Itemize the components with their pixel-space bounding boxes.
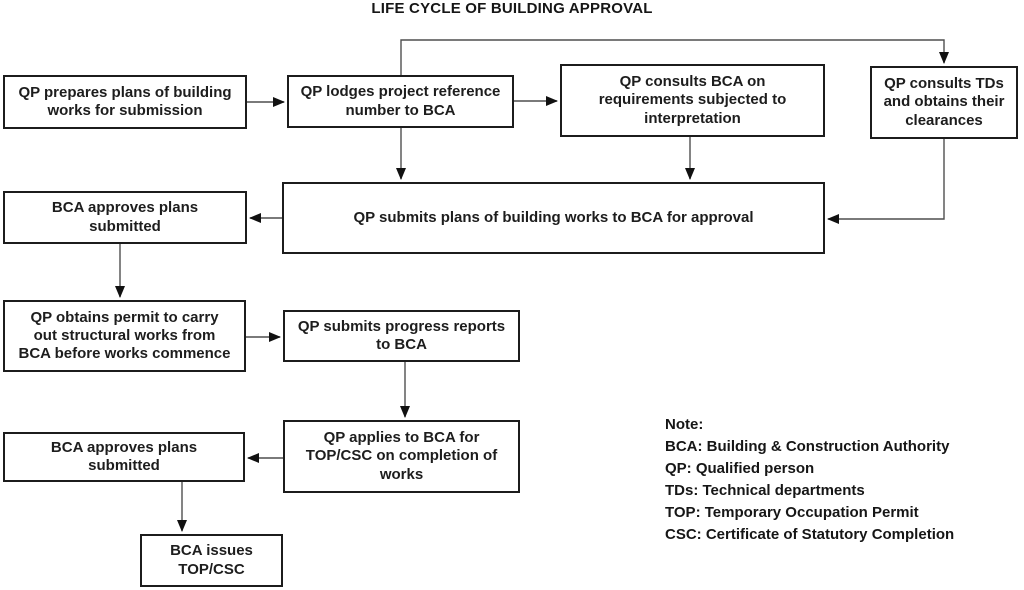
flow-node-consult-bca: QP consults BCA on requirements subjected to interpretation xyxy=(560,64,825,137)
note-line-csc: CSC: Certificate of Statutory Completion xyxy=(665,526,955,543)
edge-consult-tds-to-submit xyxy=(828,139,944,219)
flow-node-consult-tds: QP consults TDs and obtains their clearances xyxy=(870,66,1018,139)
flow-node-submit-plans: QP submits plans of building works to BCA for approval xyxy=(282,182,825,254)
note-line-bca: BCA: Building & Construction Authority xyxy=(665,438,950,455)
note-line-top: TOP: Temporary Occupation Permit xyxy=(665,504,919,521)
flow-node-progress: QP submits progress reports to BCA xyxy=(283,310,520,362)
flow-node-apply-top-csc: QP applies to BCA for TOP/CSC on completion of works xyxy=(283,420,520,493)
flow-node-issue: BCA issues TOP/CSC xyxy=(140,534,283,587)
flow-node-lodge: QP lodges project reference number to BCA xyxy=(287,75,514,128)
diagram-title: LIFE CYCLE OF BUILDING APPROVAL xyxy=(371,0,653,17)
flow-node-permit: QP obtains permit to carry out structural works from BCA before works commence xyxy=(3,300,246,372)
legend-note xyxy=(665,414,995,546)
flow-node-approve-2: BCA approves plans submitted xyxy=(3,432,245,482)
note-line-tds: TDs: Technical departments xyxy=(665,482,865,499)
flow-node-prepare: QP prepares plans of building works for submission xyxy=(3,75,247,129)
flow-node-approve-1: BCA approves plans submitted xyxy=(3,191,247,244)
note-line-qp: QP: Qualified person xyxy=(665,460,815,477)
note-heading: Note: xyxy=(665,416,704,433)
